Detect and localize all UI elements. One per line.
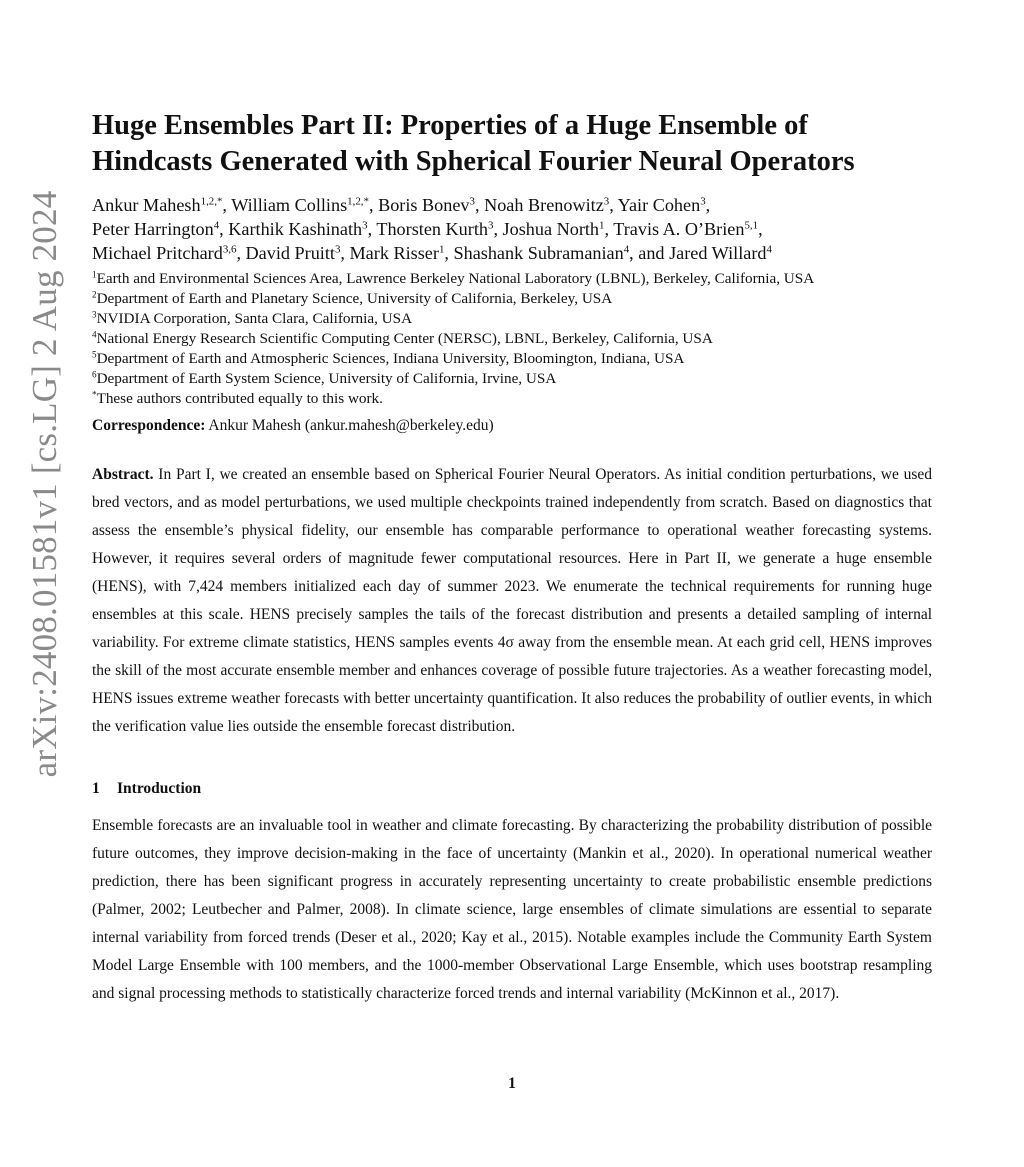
section-heading [92,778,932,800]
author-affiliation-mark: 1,2,* [347,195,369,208]
affiliation-item [92,269,932,289]
section-number: 1 [92,780,100,797]
author-separator: , [368,195,379,215]
affiliation-text: Department of Earth and Atmospheric Sciences, Indiana University, Bloomington, Indiana, USA [96,350,685,367]
title-line-2: Hindcasts Generated with Spherical Fourier Neural Operators [92,146,855,177]
affiliation-list [92,269,932,409]
author-affiliation-mark: 3 [700,195,706,208]
affiliation-mark: 4 [92,329,97,340]
affiliation-text: National Energy Research Scientific Computing Center (NERSC), LBNL, Berkeley, California, USA [96,330,713,347]
author-name: Jared Willard [669,243,767,263]
author-affiliation-mark: 1 [599,219,605,232]
affiliation-text: These authors contributed equally to this work. [96,390,383,407]
paper-title [92,108,932,180]
author-separator: , and [629,243,670,263]
author-line-2 [92,217,932,241]
author-separator: , [444,243,454,263]
author-name: Shashank Subramanian [453,243,624,263]
author-name: Karthik Kashinath [228,219,363,239]
correspondence [92,416,932,436]
affiliation-item [92,309,932,329]
affiliation-item [92,349,932,369]
author-name: William Collins [231,195,348,215]
author-separator: , [367,219,377,239]
author-line-1 [92,193,932,217]
affiliation-text: NVIDIA Corporation, Santa Clara, California, USA [96,310,413,327]
author-separator: , [236,243,246,263]
page-number: 1 [508,1075,516,1092]
affiliation-item [92,289,932,309]
author-affiliation-mark: 5,1 [744,219,759,232]
affiliation-mark: 5 [92,349,97,360]
affiliation-mark: 1 [92,269,97,280]
author-separator: , [609,195,618,215]
affiliation-mark: * [92,389,97,400]
author-name: David Pruitt [245,243,335,263]
affiliation-item [92,329,932,349]
affiliation-item [92,389,932,409]
author-affiliation-mark: 1,2,* [200,195,223,208]
affiliation-mark: 6 [92,369,97,380]
author-name: Yair Cohen [617,195,701,215]
author-name: Michael Pritchard [92,243,223,263]
author-list [92,193,932,265]
author-affiliation-mark: 4 [623,243,630,256]
affiliation-text: Department of Earth and Planetary Science, University of California, Berkeley, USA [96,290,613,307]
author-name: Peter Harrington [92,219,214,239]
author-affiliation-mark: 3 [362,219,368,232]
author-affiliation-mark: 3 [487,219,494,232]
author-affiliation-mark: 1 [438,243,445,256]
abstract-label: Abstract. [92,466,154,483]
author-name: Noah Brenowitz [484,195,604,215]
author-affiliation-mark: 3 [334,243,341,256]
author-name: Joshua North [502,219,600,239]
author-affiliation-mark: 3 [469,195,475,208]
affiliation-text: Department of Earth System Science, University of California, Irvine, USA [96,370,557,387]
correspondence-label: Correspondence: [92,417,206,434]
author-separator: , [493,219,503,239]
author-affiliation-mark: 4 [766,243,772,256]
affiliation-mark: 3 [92,309,97,320]
section-title: Introduction [117,780,202,797]
author-separator: , [604,219,614,239]
author-separator: , [219,219,229,239]
author-separator: , [705,195,711,215]
correspondence-contact: Ankur Mahesh (ankur.mahesh@berkeley.edu) [205,417,494,434]
author-line-3 [92,241,932,265]
affiliation-text: Earth and Environmental Sciences Area, Lawrence Berkeley National Laboratory (LBNL), Berkeley, California, USA [96,270,815,287]
author-name: Mark Risser [349,243,439,263]
introduction-paragraph: Ensemble forecasts are an invaluable tool in weather and climate forecasting. By characterizing the probability distribution of possible future outcomes, they improve decision-making in the face of uncertainty (Mankin et al., 2020). In operational numerical weather prediction, there has been significant progress in accurately representing uncertainty to create probabilistic ensemble predictions (Palmer, 2002; Leutbecher and Palmer, 2008). In climate science, large ensembles of climate simulations are essential to separate internal variability from forced trends (Deser et al., 2020; Kay et al., 2015). Notable examples include the Community Earth System Model Large Ensemble with 100 members, and the 1000-member Observational Large Ensemble, which uses bootstrap resampling and signal processing methods to statistically characterize forced trends and internal variability (McKinnon et al., 2017). [92,817,932,1002]
author-affiliation-mark: 3,6 [222,243,237,256]
abstract-text: In Part I, we created an ensemble based on Spherical Fourier Neural Operators. As initial condition perturbations, we used bred vectors, and as model perturbations, we used multiple checkpoints trained independently from scratch. Based on diagnostics that assess the ensemble’s physical fidelity, our ensemble has comparable performance to operational weather forecasting systems. However, it requires several orders of magnitude fewer computational resources. Here in Part II, we generate a huge ensemble (HENS), with 7,424 members initialized each day of summer 2023. We enumerate the technical requirements for running huge ensembles at this scale. HENS precisely samples the tails of the forecast distribution and presents a detailed sampling of internal variability. For extreme climate statistics, HENS samples events 4σ away from the ensemble mean. At each grid cell, HENS improves the skill of the most accurate ensemble member and enhances coverage of possible future trajectories. As a weather forecasting model, HENS issues extreme weather forecasts with better uncertainty quantification. It also reduces the probability of outlier events, in which the verification value lies outside the ensemble forecast distribution. [92,466,932,735]
abstract [92,461,932,741]
author-separator: , [474,195,485,215]
author-affiliation-mark: 3 [603,195,610,208]
author-name: Travis A. O’Brien [613,219,745,239]
affiliation-mark: 2 [92,289,97,300]
author-name: Boris Bonev [378,195,470,215]
author-name: Thorsten Kurth [376,219,488,239]
arxiv-identifier-watermark: arXiv:2408.01581v1 [cs.LG] 2 Aug 2024 [25,190,64,778]
author-affiliation-mark: 4 [213,219,220,232]
title-line-1: Huge Ensembles Part II: Properties of a Huge Ensemble of [92,110,808,141]
author-name: Ankur Mahesh [92,195,201,215]
affiliation-item [92,369,932,389]
author-separator: , [222,195,232,215]
author-separator: , [340,243,350,263]
author-separator: , [758,219,763,239]
